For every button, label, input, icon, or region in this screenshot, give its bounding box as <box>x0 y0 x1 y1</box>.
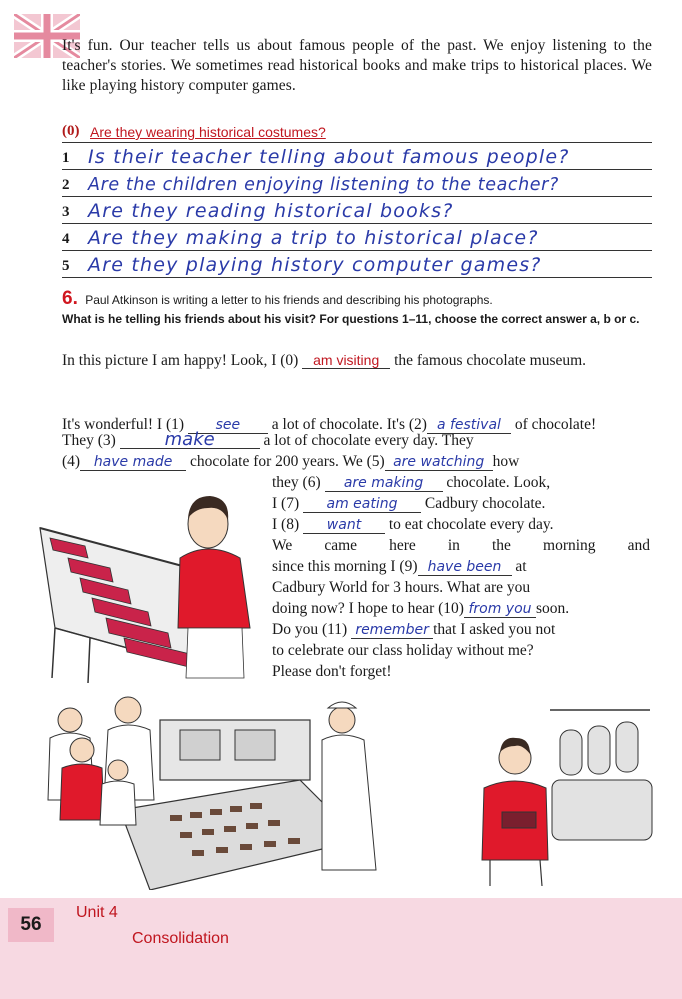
letter-text: It's wonderful! I (1) <box>62 416 185 433</box>
exercise-number: 6. <box>62 288 78 309</box>
gap-10: from you <box>464 601 536 618</box>
instruction-text: Paul Atkinson is writing a letter to his friends and describing his photographs. <box>85 293 493 307</box>
unit-label: Unit 4 <box>76 904 118 921</box>
model-answer: Are they wearing historical costumes? <box>90 124 326 140</box>
gap-0: am visiting <box>302 352 390 369</box>
letter-text: In this picture I am happy! Look, I (0) <box>62 352 299 369</box>
letter-text: how <box>492 453 520 470</box>
letter-text: soon. <box>535 600 570 617</box>
letter-line-14: Please don't forget! <box>272 663 392 680</box>
letter-line-12 <box>272 619 650 640</box>
page-number: 56 <box>8 908 54 942</box>
letter-text: of chocolate! <box>514 416 597 433</box>
letter-text: a lot of chocolate. It's (2) <box>271 416 427 433</box>
answer-number: 2 <box>62 177 70 193</box>
letter-line-6 <box>272 493 650 514</box>
letter-text: to eat chocolate every day. <box>388 516 554 533</box>
answer-line <box>62 197 652 224</box>
answer-line <box>62 170 652 197</box>
gap-1: see <box>188 417 268 434</box>
letter-text: that I asked you not <box>433 621 556 638</box>
letter-text: chocolate for 200 years. We (5) <box>189 453 385 470</box>
handwritten-answer: Are they playing history computer games? <box>88 254 542 276</box>
gap-3: make <box>120 432 260 449</box>
answer-number: 1 <box>62 150 70 166</box>
gap-9: have been <box>418 559 512 576</box>
answer-line <box>62 251 652 278</box>
letter-text: the famous chocolate museum. <box>394 352 587 369</box>
letter-line-1 <box>62 350 652 371</box>
answer-line <box>62 224 652 251</box>
handwritten-answer: Are the children enjoying listening to the teacher? <box>88 175 559 195</box>
letter-text: They (3) <box>62 432 116 449</box>
boy-with-chocolate-illustration <box>460 700 660 890</box>
instruction-question: What is he telling his friends about his visit? For questions 1–11, choose the correct answer a, b or c. <box>62 312 640 326</box>
letter-line-13: to celebrate our class holiday without me? <box>272 642 534 659</box>
letter-text: at <box>515 558 527 575</box>
gap-7: am eating <box>303 496 421 513</box>
letter-text: a lot of chocolate every day. They <box>263 432 474 449</box>
gap-6: are making <box>325 475 443 492</box>
letter-line-8: We came here in the morning and <box>272 537 650 554</box>
section-label: Consolidation <box>132 930 229 947</box>
letter-line-5 <box>272 472 650 493</box>
letter-line-10: Cadbury World for 3 hours. What are you <box>272 579 531 596</box>
gap-5: are watching <box>385 454 493 471</box>
gap-8: want <box>303 517 385 534</box>
letter-text: I (8) <box>272 516 300 533</box>
letter-text: since this morning I (9) <box>272 558 418 575</box>
answer-line-model <box>62 120 652 143</box>
letter-line-3 <box>62 430 652 451</box>
letter-text: they (6) <box>272 474 321 491</box>
handwritten-answer: Are they making a trip to historical place? <box>88 227 539 249</box>
family-factory-illustration <box>30 690 410 890</box>
answer-number: 4 <box>62 231 70 247</box>
letter-line-11 <box>272 598 650 619</box>
gap-11: remember <box>351 622 433 639</box>
answer-number: (0) <box>62 123 80 139</box>
intro-paragraph: It's fun. Our teacher tells us about famous people of the past. We enjoy listening to the teacher's stories. We sometimes read historical books and make trips to historical places. We like playing history computer games. <box>62 37 652 94</box>
letter-line-7 <box>272 514 650 535</box>
letter-text: chocolate. Look, <box>446 474 551 491</box>
handwritten-answer: Are they reading historical books? <box>88 200 454 222</box>
boy-at-conveyor-illustration <box>30 478 268 686</box>
letter-line-9 <box>272 556 650 577</box>
letter-text: Cadbury chocolate. <box>424 495 546 512</box>
letter-line-4 <box>62 451 652 472</box>
answer-lines <box>62 120 652 278</box>
letter-text: I (7) <box>272 495 300 512</box>
gap-4: have made <box>80 454 186 471</box>
handwritten-answer: Is their teacher telling about famous people? <box>88 146 570 168</box>
answer-number: 5 <box>62 258 70 274</box>
exercise-6-heading <box>62 288 652 327</box>
letter-text: Do you (11) <box>272 621 348 638</box>
gap-2: a festival <box>427 417 511 434</box>
answer-line <box>62 143 652 170</box>
letter-text: doing now? I hope to hear (10) <box>272 600 464 617</box>
answer-number: 3 <box>62 204 70 220</box>
exercise-instruction <box>62 288 652 310</box>
letter-text: (4) <box>62 453 81 470</box>
